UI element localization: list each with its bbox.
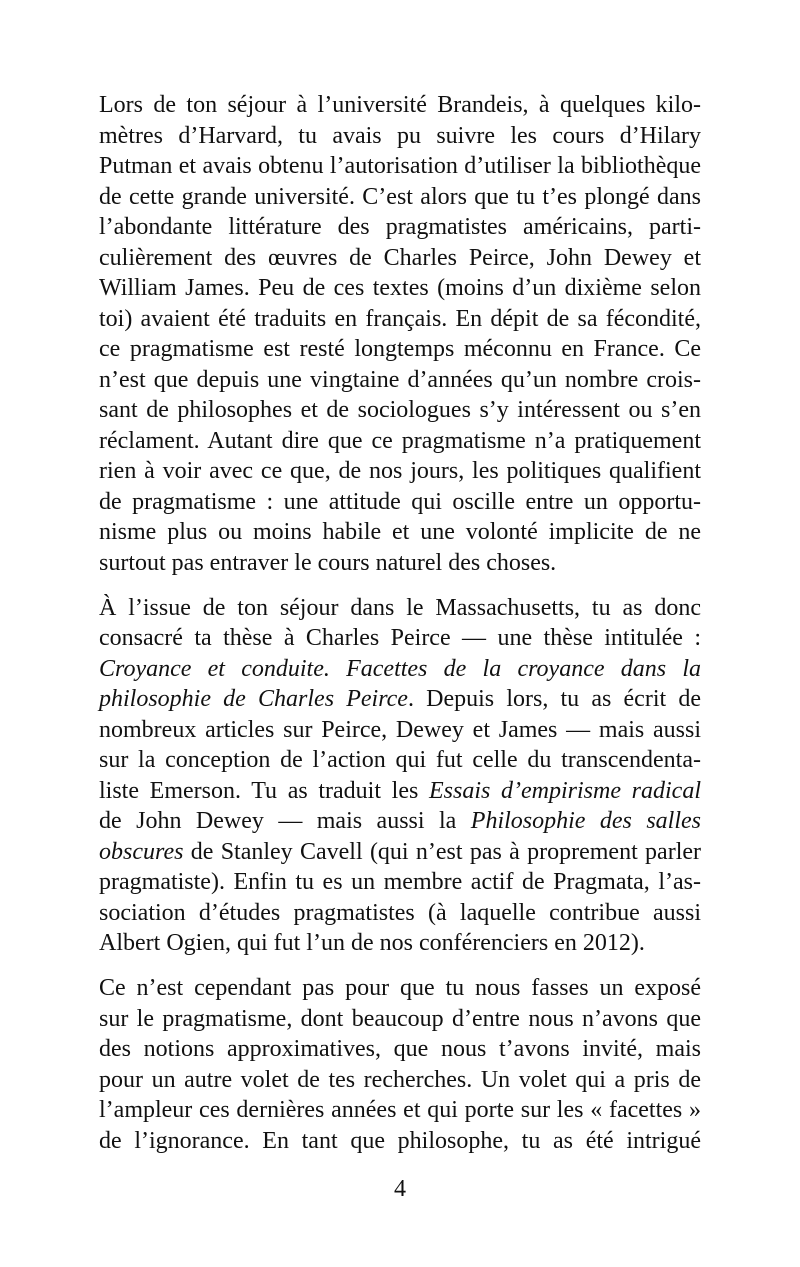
text-line [99,548,701,579]
paragraph [99,90,701,578]
text-line [99,304,701,335]
text-line [99,151,701,182]
text-segment: de John Dewey — mais aussi la [99,808,471,834]
text-line [99,1034,701,1065]
italic-title-text: Croyance et conduite. Facettes de la croyance dans la [99,655,701,682]
text-line [99,426,701,457]
text-line [99,212,701,243]
text-segment: réclament. Autant dire que ce pragmatisme n’a pratiquement [99,427,701,454]
text-segment: nombreux articles sur Peirce, Dewey et James — mais aussi [99,716,701,743]
paragraph [99,593,701,959]
text-segment: rien à voir avec ce que, de nos jours, les politiques qualifient [99,458,701,484]
text-segment: l’ampleur ces dernières années et qui porte sur les « facettes » [99,1097,701,1123]
text-line [99,456,701,487]
text-line [99,517,701,548]
italic-title-text: philosophie de Charles Peirce [99,686,408,712]
text-segment: liste Emerson. Tu as traduit les [99,777,429,804]
text-segment: de cette grande université. C’est alors que tu t’es plongé dans [99,183,701,210]
text-line [99,806,701,837]
text-segment: Lors de ton séjour à l’université Brandeis, à quelques kilo- [99,92,701,118]
text-line [99,898,701,929]
text-segment: sur le pragmatisme, dont beaucoup d’entre nous n’avons que [99,1005,701,1032]
text-segment: surtout pas entraver le cours naturel des choses. [99,549,557,576]
text-segment: Putman et avais obtenu l’autorisation d’utiliser la bibliothèque [99,153,701,179]
text-line [99,395,701,426]
text-line [99,1004,701,1035]
text-line [99,1095,701,1126]
body-text [99,90,701,1171]
text-segment: ce pragmatisme est resté longtemps méconnu en France. Ce [99,336,701,362]
text-line [99,1065,701,1096]
italic-title-text: obscures [99,838,184,865]
text-line [99,837,701,868]
text-line [99,273,701,304]
text-segment: consacré ta thèse à Charles Peirce — une thèse intitulée : [99,625,701,651]
text-segment: de pragmatisme : une attitude qui oscille entre un opportu- [99,488,701,515]
text-line [99,867,701,898]
text-line [99,90,701,121]
page-number: 4 [394,1176,406,1202]
text-line [99,776,701,807]
text-segment: n’est que depuis une vingtaine d’années qu’un nombre crois- [99,366,701,393]
text-line [99,182,701,213]
text-segment: l’abondante littérature des pragmatistes américains, parti- [99,214,701,240]
text-line [99,593,701,624]
text-line [99,715,701,746]
text-line [99,1126,701,1157]
text-segment: pour un autre volet de tes recherches. Un volet qui a pris de [99,1066,701,1093]
text-segment: sant de philosophes et de sociologues s’y intéressent ou s’en [99,397,701,423]
text-segment: nisme plus ou moins habile et une volonté implicite de ne [99,519,701,545]
text-segment: pragmatiste). Enfin tu es un membre actif de Pragmata, l’as- [99,869,701,895]
text-segment: William James. Peu de ces textes (moins d’un dixième selon [99,275,701,301]
text-line [99,121,701,152]
text-segment: des notions approximatives, que nous t’avons invité, mais [99,1036,701,1062]
text-line [99,623,701,654]
text-segment: de l’ignorance. En tant que philosophe, tu as été intrigué [99,1127,701,1154]
text-line [99,487,701,518]
text-line [99,243,701,274]
text-segment: Ce n’est cependant pas pour que tu nous fasses un exposé [99,975,701,1001]
paragraph [99,973,701,1156]
text-line [99,654,701,685]
text-segment: toi) avaient été traduits en français. En dépit de sa fécondité, [99,305,701,332]
text-segment: mètres d’Harvard, tu avais pu suivre les cours d’Hilary [99,122,701,149]
text-segment: Albert Ogien, qui fut l’un de nos conférenciers en 2012). [99,930,645,956]
text-segment: culièrement des œuvres de Charles Peirce, John Dewey et [99,244,701,271]
text-line [99,745,701,776]
text-line [99,928,701,959]
italic-title-text: Philosophie des salles [470,808,702,834]
text-segment: À l’issue de ton séjour dans le Massachusetts, tu as donc [99,594,701,621]
text-segment: sur la conception de l’action qui fut celle du transcendenta- [99,747,701,773]
text-line [99,365,701,396]
text-segment: . Depuis lors, tu as écrit de [407,686,702,712]
text-line [99,334,701,365]
text-line [99,684,701,715]
text-segment: de Stanley Cavell (qui n’est pas à proprement parler [183,838,701,865]
text-line [99,973,701,1004]
italic-title-text: Essais d’empirisme radical [429,777,701,804]
text-segment: sociation d’études pragmatistes (à laquelle contribue aussi [99,899,701,926]
